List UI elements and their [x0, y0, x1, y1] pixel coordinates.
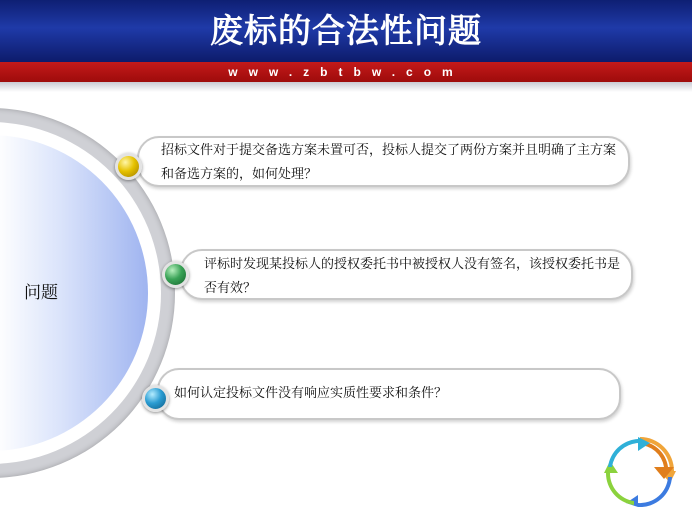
question-text-3: 如何认定投标文件没有响应实质性要求和条件？	[174, 386, 448, 401]
page-title: 废标的合法性问题	[210, 11, 482, 50]
bullet-dot-yellow-icon	[115, 153, 142, 180]
title-banner	[0, 0, 692, 62]
site-url: www.zbtbw.com	[228, 65, 464, 79]
header-shadow	[0, 82, 692, 92]
question-text-1: 招标文件对于提交备选方案未置可否，投标人提交了两份方案并且明确了主方案和备选方案的，如何处理？	[161, 143, 617, 182]
bullet-dot-green-icon	[162, 261, 189, 288]
url-bar	[0, 62, 692, 82]
question-text-2: 评标时发现某投标人的授权委托书中被授权人没有签名，该授权委托书是否有效？	[204, 257, 621, 296]
question-box-3	[157, 368, 621, 420]
question-box-2	[180, 249, 633, 300]
recycle-arrows-icon	[604, 437, 676, 507]
question-box-1	[137, 136, 630, 187]
bullet-dot-blue-icon	[142, 385, 169, 412]
center-label: 问题	[24, 283, 58, 303]
